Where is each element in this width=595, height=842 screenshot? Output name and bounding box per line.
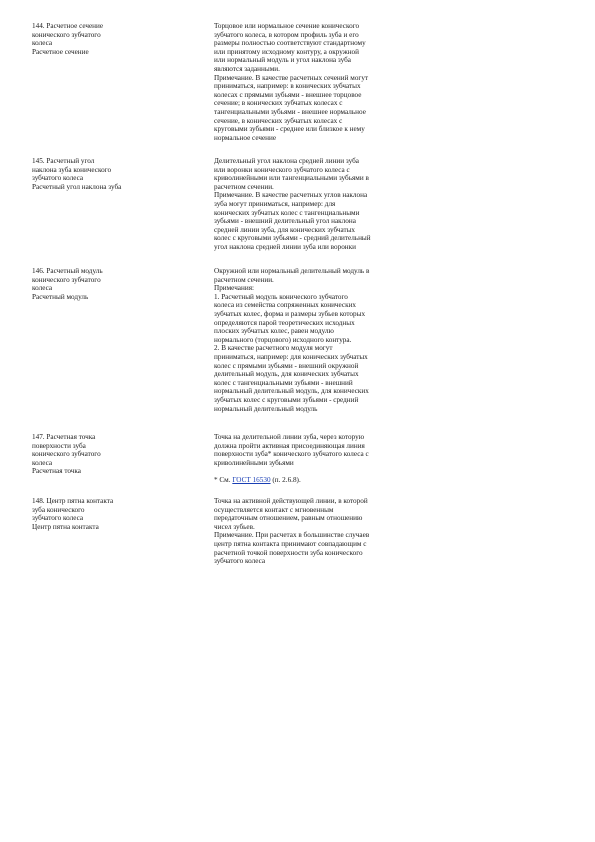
term-line: конического зубчатого bbox=[32, 450, 101, 459]
term-cell bbox=[32, 157, 182, 191]
definition-line: зубьями - внешний делительный угол наклона bbox=[214, 217, 356, 226]
definition-line: Примечание. В качестве расчетных углов наклона bbox=[214, 191, 368, 200]
footnote-prefix: * См. bbox=[214, 475, 231, 484]
gost-16530-link[interactable]: ГОСТ 16530 bbox=[232, 475, 271, 484]
term-line: поверхности зуба bbox=[32, 441, 86, 450]
definition-line: осуществляется контакт с мгновенным bbox=[214, 505, 334, 514]
definition-cell bbox=[214, 267, 424, 413]
term-cell bbox=[32, 267, 182, 301]
definition-line: колес с прямыми зубьями - внешний окружной bbox=[214, 361, 359, 370]
definition-line: делительный модуль, для конических зубчатых bbox=[214, 370, 359, 379]
definition-line: должна пройти активная присоединяющая линия bbox=[214, 441, 365, 450]
definition-line: расчетном сечении. bbox=[214, 182, 274, 191]
definition-line: средней линии зуба, для конических зубчатых bbox=[214, 225, 356, 234]
definition-line: Окружной или нормальный делительный модуль в bbox=[214, 267, 370, 275]
term-line: Расчетный угол наклона зуба bbox=[32, 182, 122, 191]
definition-line: нормальный делительный модуль, для конических bbox=[214, 387, 369, 396]
term-line: 147. Расчетная точка bbox=[32, 433, 96, 441]
term-line: колеса bbox=[32, 39, 53, 48]
definition-line: 1. Расчетный модуль конического зубчатого bbox=[214, 292, 348, 301]
term-line: 148. Центр пятна контакта bbox=[32, 497, 114, 505]
term-line: Расчетный модуль bbox=[32, 292, 89, 301]
definition-line: приниматься, например: для конических зубчатых bbox=[214, 352, 368, 361]
definition-line: колес с тангенциальными зубьями - внешний bbox=[214, 378, 353, 387]
term-line: Расчетная точка bbox=[32, 467, 81, 476]
definition-line: колес с круговыми зубьями - средний делительный bbox=[214, 234, 371, 243]
definition-line: Торцовое или нормальное сечение конического bbox=[214, 22, 360, 30]
definition-line: Примечание. В качестве расчетных сечений могут bbox=[214, 73, 369, 82]
definition-line: определяются парой теоретических исходных bbox=[214, 318, 355, 327]
term-line: наклона зуба конического bbox=[32, 165, 112, 174]
definition-line: тангенциальными зубьями - внешнее нормальное bbox=[214, 107, 366, 116]
definition-line: колеса из семейства сопряженных конических bbox=[214, 301, 357, 310]
definition-cell bbox=[214, 157, 424, 252]
term-line: зуба конического bbox=[32, 505, 85, 514]
definition-line: сечение, в конических зубчатых колесах с bbox=[214, 116, 343, 125]
definition-line: поверхности зуба* конического зубчатого колеса с bbox=[214, 450, 369, 459]
term-cell bbox=[32, 497, 182, 531]
definition-line: центр пятна контакта принимают совпадающим с bbox=[214, 539, 367, 548]
definition-line: приниматься, например: в конических зубчатых bbox=[214, 82, 361, 91]
footnote-suffix: (п. 2.6.8). bbox=[270, 475, 301, 484]
definition-line: криволинейными зубьями bbox=[214, 458, 294, 467]
definition-cell bbox=[214, 433, 424, 485]
definition-line: круговыми зубьями - среднее или близкое к нему bbox=[214, 125, 365, 134]
term-line: колеса bbox=[32, 284, 53, 293]
term-line: конического зубчатого bbox=[32, 30, 101, 39]
definition-cell bbox=[214, 22, 424, 142]
definition-line: Примечания: bbox=[214, 284, 254, 293]
definition-line: расчетном сечении. bbox=[214, 275, 274, 284]
definition-line: нормального (торцового) исходного контура. bbox=[214, 335, 352, 344]
term-line: зубчатого колеса bbox=[32, 174, 84, 183]
term-line: колеса bbox=[32, 458, 53, 467]
term-line: Центр пятна контакта bbox=[32, 522, 99, 531]
definition-line: нормальный делительный модуль bbox=[214, 404, 318, 413]
definition-line: зуба могут приниматься, например: для bbox=[214, 199, 336, 208]
term-line: 146. Расчетный модуль bbox=[32, 267, 103, 275]
definition-line: плоских зубчатых колес, равен модулю bbox=[214, 327, 334, 336]
term-line: 145. Расчетный угол bbox=[32, 157, 95, 165]
term-cell bbox=[32, 433, 182, 476]
definition-line: или нормальный модуль и угол наклона зуба bbox=[214, 56, 351, 65]
definition-line: колесах с прямыми зубьями - внешнее торцовое bbox=[214, 90, 362, 99]
definition-line: зубчатого колеса, в котором профиль зуба и его bbox=[214, 30, 359, 39]
definition-line: зубчатых колес, форма и размеры зубьев которых bbox=[214, 309, 366, 318]
definition-line: расчетной точкой поверхности зуба конического bbox=[214, 548, 363, 557]
term-cell bbox=[32, 22, 182, 56]
term-line: 144. Расчетное сечение bbox=[32, 22, 104, 30]
term-line: зубчатого колеса bbox=[32, 514, 84, 523]
definition-line: 2. В качестве расчетного модуля могут bbox=[214, 344, 333, 353]
definition-line: нормальное сечение bbox=[214, 133, 277, 142]
term-line: конического зубчатого bbox=[32, 275, 101, 284]
definition-line: передаточным отношением, равным отношению bbox=[214, 514, 363, 523]
definition-line: Примечание. При расчетах в большинстве случаев bbox=[214, 531, 370, 540]
definition-line: Делительный угол наклона средней линии зуба bbox=[214, 157, 359, 165]
definition-line: чисел зубьев. bbox=[214, 522, 255, 531]
definition-line: Точка на активной действующей линии, в которой bbox=[214, 497, 368, 505]
definition-line: конических зубчатых колес с тангенциальными bbox=[214, 208, 360, 217]
term-line: Расчетное сечение bbox=[32, 47, 89, 56]
spacer bbox=[214, 467, 424, 476]
definition-line: или воронки конического зубчатого колеса с bbox=[214, 165, 350, 174]
definition-cell bbox=[214, 497, 424, 566]
definition-line: сечение; в конических зубчатых колесах с bbox=[214, 99, 343, 108]
definition-line: зубчатых колес с круговыми зубьями - средний bbox=[214, 395, 359, 404]
definition-line: криволинейными или тангенциальными зубьями в bbox=[214, 174, 369, 183]
definition-line: или принятому исходному контуру, а окружной bbox=[214, 47, 359, 56]
definition-line: Точка на делительной линии зуба, через которую bbox=[214, 433, 365, 441]
footnote bbox=[214, 476, 424, 485]
definition-line: размеры полностью соответствуют стандартному bbox=[214, 39, 366, 48]
definition-line: зубчатого колеса bbox=[214, 557, 266, 566]
definition-line: являются заданными. bbox=[214, 64, 280, 73]
definition-line: угол наклона средней линии зуба или воронки bbox=[214, 242, 356, 251]
